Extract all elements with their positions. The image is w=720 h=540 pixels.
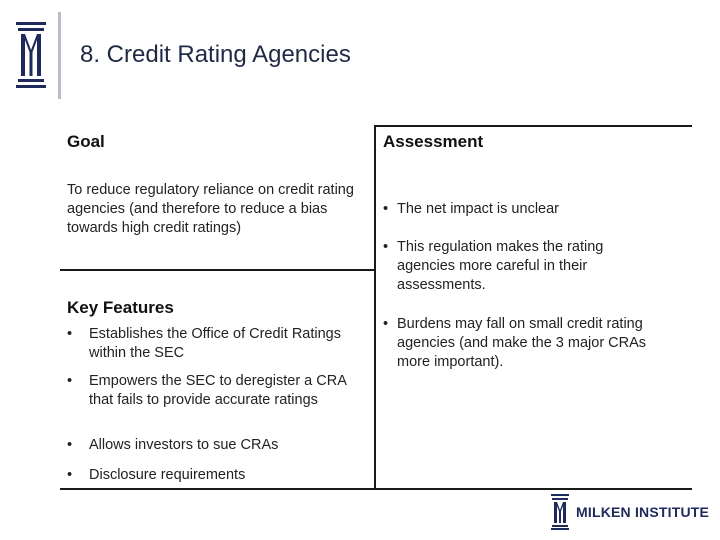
key-features-heading: Key Features [67,298,174,317]
bullet-icon: • [67,437,73,453]
slide-title: 8. Credit Rating Agencies [80,41,351,68]
goal-text: To reduce regulatory reliance on credit rating agencies (and therefore to reduce a bias towards high credit ratings) [67,182,354,236]
bullet-icon: • [383,316,389,332]
key-feature-item: • Establishes the Office of Credit Ratings within the SEC [67,326,341,361]
bullet-icon: • [67,326,73,342]
table-bottom-rule [60,488,692,490]
key-feature-item: • Disclosure requirements [67,467,246,483]
goal-heading: Goal [67,132,105,151]
column-divider [374,125,376,490]
table-top-rule [375,125,692,127]
goal-bottom-rule [60,269,375,271]
bullet-icon: • [67,467,73,483]
milken-logo-icon [14,20,48,90]
assessment-heading: Assessment [383,132,484,151]
brand-name: MILKEN INSTITUTE [576,504,710,520]
bullet-icon: • [383,239,389,255]
assessment-item: • The net impact is unclear [383,201,559,217]
assessment-item: • This regulation makes the rating agencies more careful in their assessments. [383,239,604,293]
key-feature-item: • Allows investors to sue CRAs [67,437,279,453]
assessment-item: • Burdens may fall on small credit rating agencies (and make the 3 major CRAs more important). [383,316,647,370]
key-feature-item: • Empowers the SEC to deregister a CRA that fails to provide accurate ratings [67,373,347,408]
bullet-icon: • [67,373,73,389]
header-divider [58,12,61,99]
milken-logo-small-icon [550,493,570,531]
bullet-icon: • [383,201,389,217]
